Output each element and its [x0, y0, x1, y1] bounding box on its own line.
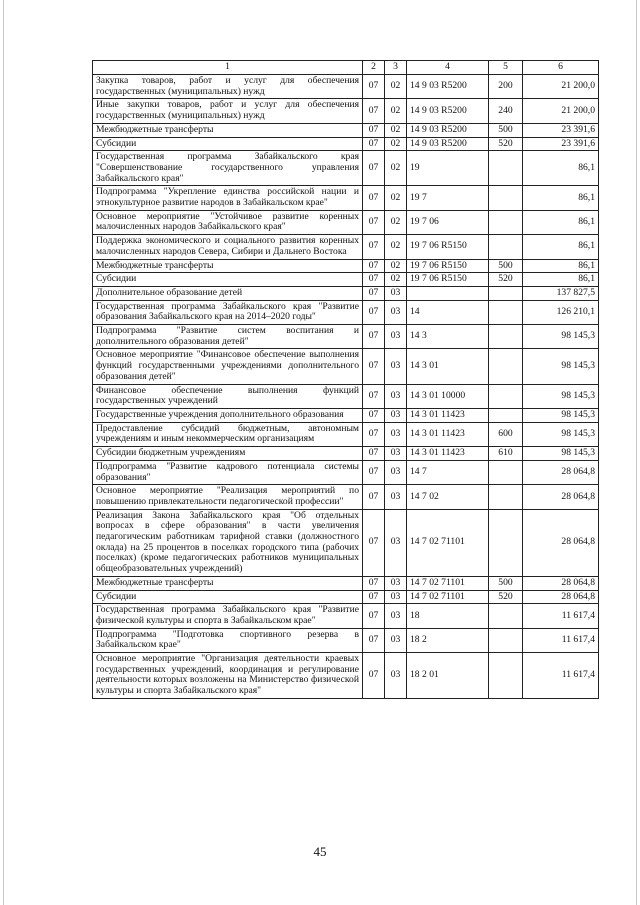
cell-sum: 28 064,8 — [523, 509, 599, 576]
cell-sum: 11 617,4 — [523, 653, 599, 699]
cell-sec: 07 — [363, 384, 385, 408]
header-row — [93, 61, 599, 75]
header-cell: 2 — [363, 61, 385, 75]
cell-name: Финансовое обеспечение выполнения функций государственных учреждений — [93, 384, 363, 408]
table-row — [93, 99, 599, 123]
cell-sec: 07 — [363, 259, 385, 273]
cell-sub: 02 — [385, 137, 407, 151]
cell-sum: 126 210,1 — [523, 300, 599, 324]
cell-sec: 07 — [363, 75, 385, 99]
cell-csr: 19 7 — [407, 186, 489, 210]
cell-sec: 07 — [363, 460, 385, 484]
cell-csr: 14 3 — [407, 325, 489, 349]
cell-csr: 14 9 03 R5200 — [407, 99, 489, 123]
cell-name: Субсидии — [93, 137, 363, 151]
cell-vr — [489, 235, 523, 259]
cell-csr — [407, 286, 489, 300]
page-edge-left — [3, 0, 4, 905]
cell-vr — [489, 628, 523, 652]
cell-sum: 11 617,4 — [523, 628, 599, 652]
cell-sum: 86,1 — [523, 259, 599, 273]
cell-name: Подпрограмма "Укрепление единства российской нации и этнокультурное развитие народов в Забайкальском крае" — [93, 186, 363, 210]
cell-name: Подпрограмма "Развитие кадрового потенциала системы образования" — [93, 460, 363, 484]
cell-name: Основное мероприятие "Реализация мероприятий по повышению привлекательности педагогической профессии" — [93, 485, 363, 509]
table-row — [93, 273, 599, 287]
cell-sub: 02 — [385, 259, 407, 273]
cell-sub: 03 — [385, 447, 407, 461]
table-row — [93, 447, 599, 461]
cell-vr: 200 — [489, 75, 523, 99]
cell-sub: 03 — [385, 384, 407, 408]
cell-csr: 14 7 02 — [407, 485, 489, 509]
cell-sub: 03 — [385, 325, 407, 349]
cell-sub: 02 — [385, 273, 407, 287]
cell-sum: 86,1 — [523, 210, 599, 234]
cell-sum: 23 391,6 — [523, 123, 599, 137]
header-cell: 4 — [407, 61, 489, 75]
cell-name: Межбюджетные трансферты — [93, 123, 363, 137]
table-row — [93, 235, 599, 259]
cell-sum: 86,1 — [523, 235, 599, 259]
cell-name: Иные закупки товаров, работ и услуг для обеспечения государственных (муниципальных) нужд — [93, 99, 363, 123]
cell-sum: 98 145,3 — [523, 408, 599, 422]
cell-sec: 07 — [363, 485, 385, 509]
cell-name: Межбюджетные трансферты — [93, 576, 363, 590]
table-row — [93, 628, 599, 652]
cell-vr — [489, 286, 523, 300]
cell-sec: 07 — [363, 408, 385, 422]
cell-sum: 86,1 — [523, 273, 599, 287]
cell-sec: 07 — [363, 590, 385, 604]
cell-name: Государственная программа Забайкальского края "Совершенствование государственного управления Забайкальского края" — [93, 151, 363, 186]
cell-sub: 03 — [385, 422, 407, 446]
cell-sec: 07 — [363, 137, 385, 151]
cell-sub: 03 — [385, 408, 407, 422]
cell-sub: 03 — [385, 300, 407, 324]
table-row — [93, 300, 599, 324]
table-row — [93, 325, 599, 349]
cell-sub: 02 — [385, 123, 407, 137]
cell-csr: 14 3 01 — [407, 349, 489, 384]
cell-csr: 14 3 01 11423 — [407, 422, 489, 446]
cell-sum: 11 617,4 — [523, 604, 599, 628]
cell-name: Субсидии — [93, 590, 363, 604]
cell-vr — [489, 653, 523, 699]
cell-csr: 19 — [407, 151, 489, 186]
table-row — [93, 384, 599, 408]
cell-sub: 02 — [385, 210, 407, 234]
cell-sec: 07 — [363, 99, 385, 123]
cell-sec: 07 — [363, 210, 385, 234]
budget-table-body — [93, 61, 599, 699]
cell-name: Предоставление субсидий бюджетным, автономным учреждениям и иным некоммерческим организациям — [93, 422, 363, 446]
table-row — [93, 286, 599, 300]
table-row — [93, 123, 599, 137]
cell-sec: 07 — [363, 447, 385, 461]
cell-name: Поддержка экономического и социального развития коренных малочисленных народов Севера, Сибири и Дальнего Востока — [93, 235, 363, 259]
cell-vr — [489, 485, 523, 509]
cell-sec: 07 — [363, 576, 385, 590]
cell-name: Подпрограмма "Развитие систем воспитания и дополнительного образования детей" — [93, 325, 363, 349]
cell-csr: 14 7 02 71101 — [407, 590, 489, 604]
table-row — [93, 75, 599, 99]
cell-csr: 19 7 06 R5150 — [407, 235, 489, 259]
table-row — [93, 349, 599, 384]
cell-vr — [489, 509, 523, 576]
cell-vr: 520 — [489, 137, 523, 151]
cell-vr — [489, 460, 523, 484]
cell-vr: 500 — [489, 123, 523, 137]
table-row — [93, 151, 599, 186]
cell-csr: 14 9 03 R5200 — [407, 75, 489, 99]
header-cell: 1 — [93, 61, 363, 75]
cell-csr: 18 2 01 — [407, 653, 489, 699]
table-row — [93, 576, 599, 590]
cell-csr: 14 9 03 R5200 — [407, 123, 489, 137]
cell-vr — [489, 349, 523, 384]
cell-sum: 28 064,8 — [523, 460, 599, 484]
cell-sum: 86,1 — [523, 186, 599, 210]
cell-name: Закупка товаров, работ и услуг для обеспечения государственных (муниципальных) нужд — [93, 75, 363, 99]
table-row — [93, 422, 599, 446]
table-row — [93, 590, 599, 604]
header-cell: 3 — [385, 61, 407, 75]
cell-csr: 14 — [407, 300, 489, 324]
cell-vr: 520 — [489, 590, 523, 604]
cell-sub: 03 — [385, 485, 407, 509]
cell-sub: 02 — [385, 186, 407, 210]
cell-sub: 02 — [385, 75, 407, 99]
cell-csr: 14 7 02 71101 — [407, 509, 489, 576]
cell-sec: 07 — [363, 653, 385, 699]
cell-sec: 07 — [363, 186, 385, 210]
cell-sum: 86,1 — [523, 151, 599, 186]
cell-vr: 520 — [489, 273, 523, 287]
cell-name: Основное мероприятие "Финансовое обеспечение выполнения функций государственными учреждениями дополнительного образования детей" — [93, 349, 363, 384]
cell-sub: 03 — [385, 576, 407, 590]
table-row — [93, 509, 599, 576]
cell-csr: 14 3 01 11423 — [407, 447, 489, 461]
cell-vr — [489, 300, 523, 324]
cell-sum: 98 145,3 — [523, 422, 599, 446]
cell-vr — [489, 384, 523, 408]
cell-sec: 07 — [363, 604, 385, 628]
cell-name: Государственная программа Забайкальского края "Развитие физической культуры и спорта в Забайкальском крае" — [93, 604, 363, 628]
cell-vr: 240 — [489, 99, 523, 123]
cell-name: Государственная программа Забайкальского края "Развитие образования Забайкальского края на 2014–2020 годы" — [93, 300, 363, 324]
table-row — [93, 259, 599, 273]
cell-name: Основное мероприятие "Организация деятельности краевых государственных учреждений, координация и регулирование деятельности которых возложены на Министерство физической культуры и спорта Забайкальского края" — [93, 653, 363, 699]
cell-vr: 500 — [489, 259, 523, 273]
cell-sub: 03 — [385, 590, 407, 604]
table-row — [93, 604, 599, 628]
cell-csr: 19 7 06 R5150 — [407, 273, 489, 287]
cell-name: Субсидии — [93, 273, 363, 287]
cell-sum: 98 145,3 — [523, 325, 599, 349]
cell-vr — [489, 151, 523, 186]
table-row — [93, 653, 599, 699]
cell-sum: 28 064,8 — [523, 485, 599, 509]
cell-sum: 98 145,3 — [523, 447, 599, 461]
cell-csr: 14 3 01 10000 — [407, 384, 489, 408]
table-row — [93, 210, 599, 234]
cell-vr — [489, 210, 523, 234]
cell-sub: 02 — [385, 151, 407, 186]
cell-csr: 18 2 — [407, 628, 489, 652]
budget-table — [92, 60, 599, 699]
header-cell: 6 — [523, 61, 599, 75]
cell-sub: 03 — [385, 286, 407, 300]
cell-vr — [489, 408, 523, 422]
cell-sec: 07 — [363, 300, 385, 324]
cell-name: Дополнительное образование детей — [93, 286, 363, 300]
cell-csr: 14 3 01 11423 — [407, 408, 489, 422]
cell-csr: 19 7 06 — [407, 210, 489, 234]
cell-vr: 610 — [489, 447, 523, 461]
cell-sec: 07 — [363, 509, 385, 576]
cell-sum: 21 200,0 — [523, 99, 599, 123]
cell-sub: 03 — [385, 349, 407, 384]
cell-sub: 02 — [385, 99, 407, 123]
cell-sec: 07 — [363, 325, 385, 349]
cell-sum: 28 064,8 — [523, 576, 599, 590]
page-edge-right — [636, 0, 637, 905]
cell-sec: 07 — [363, 151, 385, 186]
cell-vr: 600 — [489, 422, 523, 446]
cell-csr: 14 7 02 71101 — [407, 576, 489, 590]
cell-name: Подпрограмма "Подготовка спортивного резерва в Забайкальском крае" — [93, 628, 363, 652]
cell-csr: 14 7 — [407, 460, 489, 484]
cell-csr: 14 9 03 R5200 — [407, 137, 489, 151]
cell-sec: 07 — [363, 235, 385, 259]
cell-sub: 03 — [385, 509, 407, 576]
cell-vr — [489, 325, 523, 349]
cell-csr: 18 — [407, 604, 489, 628]
cell-sec: 07 — [363, 349, 385, 384]
table-row — [93, 460, 599, 484]
cell-sub: 03 — [385, 628, 407, 652]
cell-sec: 07 — [363, 422, 385, 446]
cell-name: Государственные учреждения дополнительного образования — [93, 408, 363, 422]
cell-vr — [489, 186, 523, 210]
table-row — [93, 485, 599, 509]
cell-sum: 98 145,3 — [523, 384, 599, 408]
cell-sub: 03 — [385, 604, 407, 628]
cell-name: Основное мероприятие "Устойчивое развитие коренных малочисленных народов Забайкальского края" — [93, 210, 363, 234]
table-row — [93, 137, 599, 151]
cell-sec: 07 — [363, 286, 385, 300]
table-row — [93, 186, 599, 210]
cell-sec: 07 — [363, 628, 385, 652]
cell-sum: 21 200,0 — [523, 75, 599, 99]
cell-sum: 98 145,3 — [523, 349, 599, 384]
table-row — [93, 408, 599, 422]
cell-vr: 500 — [489, 576, 523, 590]
page-number: 45 — [313, 844, 327, 859]
cell-sec: 07 — [363, 273, 385, 287]
cell-name: Реализация Закона Забайкальского края "Об отдельных вопросах в сфере образования" в части увеличения педагогическим работникам тарифной ставки (должностного оклада) на 25 процентов в поселках городского типа (рабочих поселках) (кроме педагогических работников муниципальных общеобразовательных учреждений) — [93, 509, 363, 576]
cell-name: Межбюджетные трансферты — [93, 259, 363, 273]
header-cell: 5 — [489, 61, 523, 75]
cell-sum: 137 827,5 — [523, 286, 599, 300]
cell-sec: 07 — [363, 123, 385, 137]
cell-csr: 19 7 06 R5150 — [407, 259, 489, 273]
cell-sub: 03 — [385, 460, 407, 484]
cell-sub: 02 — [385, 235, 407, 259]
cell-sum: 28 064,8 — [523, 590, 599, 604]
cell-name: Субсидии бюджетным учреждениям — [93, 447, 363, 461]
cell-vr — [489, 604, 523, 628]
cell-sum: 23 391,6 — [523, 137, 599, 151]
cell-sub: 03 — [385, 653, 407, 699]
